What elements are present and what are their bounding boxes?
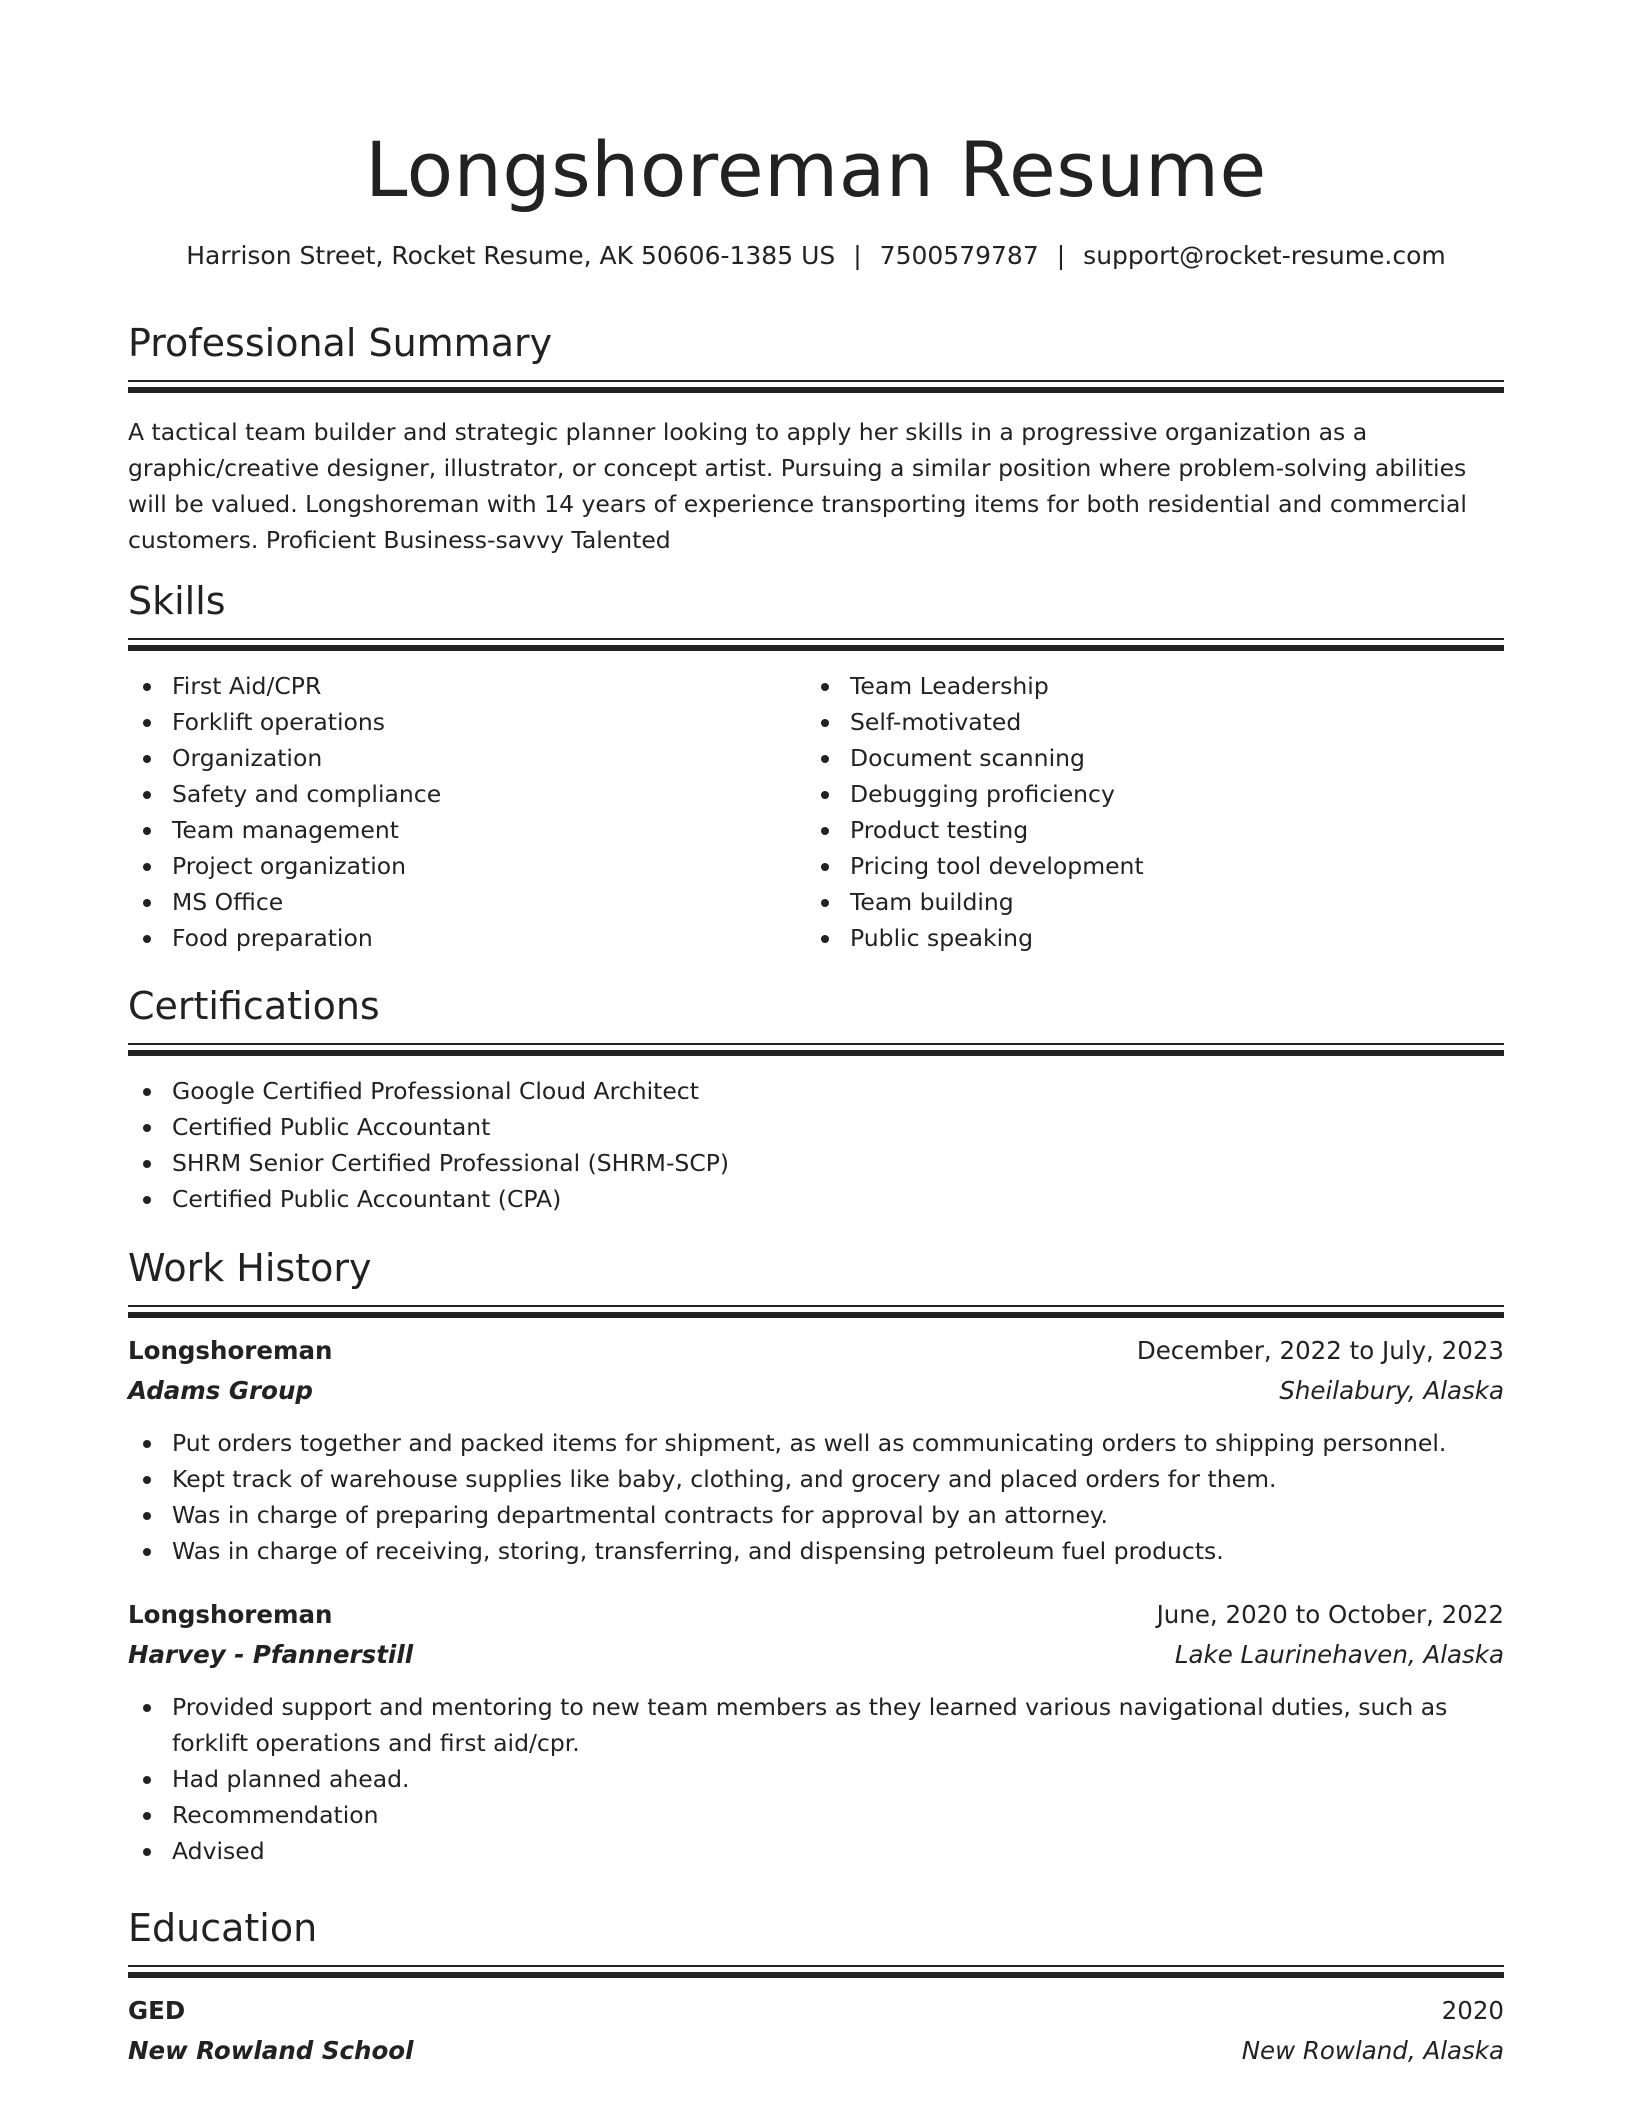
skills-section	[128, 576, 1504, 956]
job-header	[128, 1331, 1504, 1371]
job-header	[128, 1595, 1504, 1635]
education-degree: GED	[128, 1996, 186, 2025]
list-item: Forklift operations	[128, 704, 806, 740]
list-item: Document scanning	[806, 740, 1484, 776]
list-item: Was in charge of receiving, storing, transferring, and dispensing petroleum fuel products.	[128, 1533, 1504, 1569]
skills-grid	[128, 668, 1504, 956]
contact-separator: |	[853, 241, 862, 270]
section-divider	[128, 1965, 1504, 1975]
section-divider	[128, 1043, 1504, 1053]
job-location: Sheilabury, Alaska	[1279, 1376, 1504, 1405]
job-bullets	[128, 1689, 1504, 1869]
list-item: Certified Public Accountant (CPA)	[128, 1181, 1504, 1217]
section-divider	[128, 1305, 1504, 1315]
list-item: SHRM Senior Certified Professional (SHRM-SCP)	[128, 1145, 1504, 1181]
job-location: Lake Laurinehaven, Alaska	[1174, 1640, 1504, 1669]
list-item: Provided support and mentoring to new team members as they learned various navigational duties, such as forklift operations and first aid/cpr.	[128, 1689, 1504, 1761]
contact-address: Harrison Street, Rocket Resume, AK 50606-1385 US	[186, 241, 836, 270]
job-subheader	[128, 1635, 1504, 1675]
list-item: Had planned ahead.	[128, 1761, 1504, 1797]
contact-phone: 7500579787	[879, 241, 1039, 270]
job-dates: December, 2022 to July, 2023	[1136, 1336, 1504, 1365]
education-location: New Rowland, Alaska	[1241, 2036, 1504, 2065]
section-heading: Certifications	[128, 984, 380, 1028]
education-year: 2020	[1441, 1996, 1504, 2025]
list-item: Food preparation	[128, 920, 806, 956]
list-item: MS Office	[128, 884, 806, 920]
job-company: Adams Group	[128, 1376, 313, 1405]
list-item: Team management	[128, 812, 806, 848]
job-title: Longshoreman	[128, 1336, 333, 1365]
section-divider	[128, 638, 1504, 648]
certifications-list	[128, 1073, 1504, 1217]
list-item: Product testing	[806, 812, 1484, 848]
contact-line	[128, 238, 1504, 274]
list-item: Pricing tool development	[806, 848, 1484, 884]
section-heading: Professional Summary	[128, 321, 553, 365]
education-header	[128, 1991, 1504, 2031]
job-bullets	[128, 1425, 1504, 1569]
certifications-section	[128, 981, 1504, 1217]
contact-separator: |	[1056, 241, 1066, 270]
list-item: Was in charge of preparing departmental contracts for approval by an attorney.	[128, 1497, 1504, 1533]
section-heading: Education	[128, 1906, 318, 1950]
section-divider	[128, 380, 1504, 390]
list-item: Public speaking	[806, 920, 1484, 956]
work-history-section	[128, 1243, 1504, 1869]
education-school: New Rowland School	[128, 2036, 414, 2065]
list-item: Team building	[806, 884, 1484, 920]
job-entry	[128, 1331, 1504, 1569]
job-entry	[128, 1595, 1504, 1869]
skills-right-column	[806, 668, 1484, 956]
list-item: Team Leadership	[806, 668, 1484, 704]
job-subheader	[128, 1371, 1504, 1411]
list-item: Project organization	[128, 848, 806, 884]
education-subheader	[128, 2031, 1504, 2071]
list-item: Certified Public Accountant	[128, 1109, 1504, 1145]
education-entry	[128, 1991, 1504, 2071]
summary-text: A tactical team builder and strategic planner looking to apply her skills in a progressive organization as a graphic/creative designer, illustrator, or concept artist. Pursuing a similar position where problem-solving abilities will be valued. Longshoreman with 14 years of experience transporting items for both residential and commercial customers. Proficient Business-savvy Talented	[128, 418, 1467, 554]
section-heading: Work History	[128, 1246, 372, 1290]
list-item: Recommendation	[128, 1797, 1504, 1833]
summary-section	[128, 318, 1504, 558]
list-item: First Aid/CPR	[128, 668, 806, 704]
list-item: Organization	[128, 740, 806, 776]
resume-title: Longshoreman Resume	[365, 125, 1267, 214]
list-item: Kept track of warehouse supplies like baby, clothing, and grocery and placed orders for them.	[128, 1461, 1504, 1497]
job-title: Longshoreman	[128, 1600, 333, 1629]
list-item: Advised	[128, 1833, 1504, 1869]
list-item: Safety and compliance	[128, 776, 806, 812]
contact-email: support@rocket-resume.com	[1083, 241, 1446, 270]
list-item: Put orders together and packed items for shipment, as well as communicating orders to shipping personnel.	[128, 1425, 1504, 1461]
list-item: Google Certified Professional Cloud Architect	[128, 1073, 1504, 1109]
job-company: Harvey - Pfannerstill	[128, 1640, 414, 1669]
list-item: Self-motivated	[806, 704, 1484, 740]
section-heading: Skills	[128, 579, 226, 623]
list-item: Debugging proficiency	[806, 776, 1484, 812]
job-dates: June, 2020 to October, 2022	[1156, 1600, 1504, 1629]
education-section	[128, 1903, 1504, 2071]
skills-left-column	[128, 668, 806, 956]
